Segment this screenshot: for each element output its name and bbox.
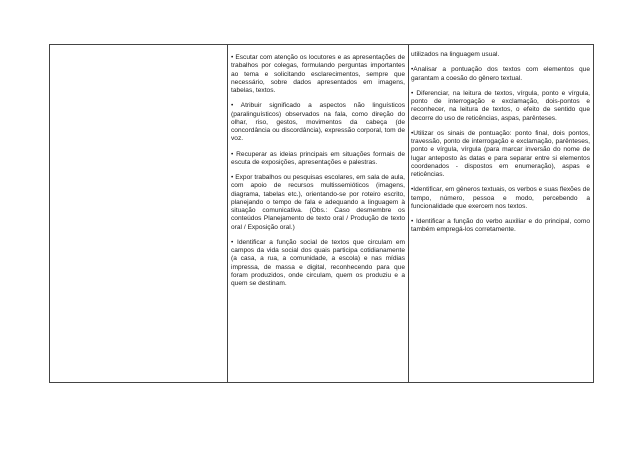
skill-paragraph: • Escutar com atenção os locutores e as apresentações de trabalhos por colegas, formulando perguntas importantes ao tema e solicitando esclarecimentos, sempre que necessário, sobre dados apresentados em imagens, tabelas, textos. xyxy=(231,54,405,94)
table-cell-empty xyxy=(50,45,228,383)
skill-paragraph: utilizados na linguagem usual. xyxy=(411,51,500,58)
skill-paragraph: • Identificar a função social de textos que circulam em campos da vida social dos quais participa cotidianamente (a casa, a rua, a comunidade, a escola) e nas mídias impressa, de massa e digital, reconhecendo para que foram produzidos, onde circulam, quem os produziu e a quem se destinam. xyxy=(231,238,405,287)
skill-paragraph: • Recuperar as ideias principais em situações formais de escuta de exposições, apresentações e palestras. xyxy=(231,150,405,166)
table-cell-punctuation-skills xyxy=(409,45,594,383)
skill-paragraph: • Expor trabalhos ou pesquisas escolares, em sala de aula, com apoio de recursos multissemióticos (imagens, diagrama, tabelas etc.), orientando-se por roteiro escrito, planejando o tempo de fala e adequando a linguagem à situação comunicativa. (Obs.: Caso desmembre os conteúdos Planejamento de texto oral / Produção de texto oral / Exposição oral.) xyxy=(231,174,405,231)
table-row xyxy=(50,45,594,383)
skill-paragraph: •Identificar, em gêneros textuais, os verbos e suas flexões de tempo, número, pessoa e modo, percebendo a funcionalidade que exercem nos textos. xyxy=(411,186,590,210)
skill-paragraph: • Diferenciar, na leitura de textos, vírgula, ponto e vírgula, ponto de interrogação e exclamação, dois-pontos e reconhecer, na leitura de textos, o efeito de sentido que decorre do uso de reticências, aspas, parênteses. xyxy=(411,89,590,122)
table-cell-listening-skills xyxy=(228,45,409,383)
skill-paragraph: • Identificar a função do verbo auxiliar e do principal, como também empregá-los corretamente. xyxy=(411,218,590,234)
skill-paragraph: •Analisar a pontuação dos textos com elementos que garantam a coesão do gênero textual. xyxy=(411,66,590,82)
skill-paragraph: •Utilizar os sinais de pontuação: ponto final, dois pontos, travessão, ponto de interrogação e exclamação, parênteses, ponto e vírgula, vírgula (para marcar inversão do nome de lugar anteposto às datas e para separar entre si elementos coordenados - dispostos em enumeração), aspas e reticências. xyxy=(411,129,590,178)
skill-paragraph: • Atribuir significado a aspectos não linguísticos (paralinguísticos) observados na fala, como direção do olhar, riso, gestos, movimentos da cabeça (de concordância ou discordância), expressão corporal, tom de voz. xyxy=(231,102,405,143)
curriculum-table xyxy=(49,44,594,383)
